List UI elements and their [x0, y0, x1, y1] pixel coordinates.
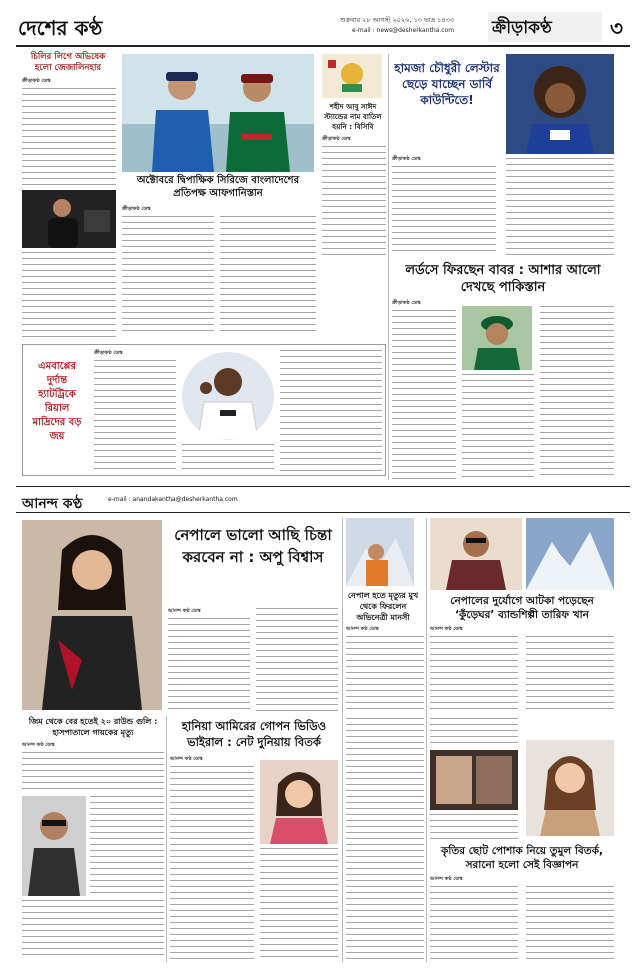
col-sep-2 — [342, 518, 343, 962]
everest-art — [526, 518, 614, 590]
cricket-captains-photo — [122, 54, 314, 172]
page-number: ৩ — [610, 16, 624, 40]
hamza-photo — [506, 54, 614, 154]
kriti-video-still — [430, 750, 518, 810]
col-sep-3 — [426, 518, 427, 962]
mbappe-body-right — [280, 350, 382, 472]
saif-body-text — [322, 146, 386, 258]
player-photo — [22, 190, 116, 248]
mbappe-body-mid — [182, 444, 274, 472]
babar-body-right — [540, 306, 614, 480]
hamza-body-left — [392, 166, 496, 256]
hamza-byline: ক্রীড়াকণ্ঠ ডেস্ক — [392, 156, 421, 162]
apu-biswas-art — [22, 520, 162, 710]
header-date: শুক্রবার ২৮ আগস্ট ২০২৬, ১৩ ভাদ্র ১৪৩৩ — [340, 16, 455, 24]
manasi-body-text — [346, 636, 424, 714]
player-photo-art — [22, 190, 116, 248]
apu-byline: আনন্দ কণ্ঠ ডেস্ক — [168, 608, 201, 614]
manasi-byline: আনন্দ কণ্ঠ ডেস্ক — [346, 626, 379, 632]
kriti-photo — [526, 740, 614, 836]
afghanistan-series-headline: অক্টোবরে দ্বিপাক্ষিক সিরিজে বাংলাদেশের প্রতিপক্ষ আফগানিস্তান — [136, 175, 300, 199]
manasi-art — [346, 518, 414, 586]
gym-body-right — [90, 796, 164, 896]
babar-photo-art — [462, 306, 532, 370]
tarif-body-left — [430, 636, 518, 714]
mbappe-photo — [182, 352, 274, 440]
babar-body-left — [392, 310, 456, 480]
tarif-khan-headline: নেপালের দুর্যোগে আটকা পড়েছেন ‘কুঁড়েঘর’ ব্যান্ডশিল্পী তারিফ খান — [450, 595, 594, 621]
hania-headline: হানিয়া আমিরের গোপন ভিডিও ভাইরাল : নেট দুনিয়ায় বিতর্ক — [181, 719, 327, 749]
singer-photo — [22, 796, 86, 896]
apu-body-right — [256, 608, 338, 714]
gym-shooting-headline: জিম থেকে বের হতেই ২০ রাউন্ড গুলি : হাসপাতালে গায়কের মৃত্যু — [28, 717, 158, 737]
col-sep-1 — [388, 54, 389, 480]
kriti-video-art — [430, 750, 518, 810]
babar-byline: ক্রীড়াকণ্ঠ ডেস্ক — [392, 300, 421, 306]
masthead-logo: দেশের কণ্ঠ — [18, 16, 103, 40]
saif-stand-headline: শহীদ আবু সাঈদ স্ট্যান্ডের নাম বাতিল হয়নি : বিসিবি — [324, 102, 382, 131]
cricket-captains-art — [122, 54, 314, 172]
entertainment-email: e-mail : anandakantha@desherkantha.com — [108, 496, 238, 503]
chile-headline: চিলির লিগে অভিষেক হলো জেজালিনহার — [30, 52, 106, 73]
hamza-headline: হামজা চৌধুরী লেস্টার ছেড়ে যাচ্ছেন ডার্বি কাউন্টিতে! — [394, 61, 500, 107]
saif-byline: ক্রীড়াকণ্ঠ ডেস্ক — [322, 136, 351, 142]
kriti-headline: কৃতির ছোট পোশাক নিয়ে তুমুল বিতর্ক, সরানো হলো সেই বিজ্ঞাপন — [441, 845, 603, 871]
tarif-khan-art — [430, 518, 522, 590]
hania-art — [260, 760, 338, 844]
tarif-body-right — [526, 636, 614, 714]
entertainment-section-logo: আনন্দ কণ্ঠ — [22, 496, 83, 512]
sports-section-logo-text: ক্রীড়াকণ্ঠ — [492, 18, 552, 38]
hania-body-right — [260, 848, 338, 960]
manasi-body-lower — [346, 718, 424, 960]
chile-body-text — [22, 88, 116, 186]
mbappe-byline: ক্রীড়াকণ্ঠ ডেস্ক — [94, 350, 123, 356]
player-body-text — [22, 252, 116, 338]
manasi-headline: নেপাল হতে মৃত্যুর মুখ থেকে ফিরলেন অভিনেত্রী মানসী — [347, 591, 419, 622]
babar-headline: লর্ডসে ফিরছেন বাবর : আশার আলো দেখছে পাকিস্তান — [405, 263, 601, 295]
mbappe-body-left — [94, 360, 176, 472]
apu-biswas-headline: নেপালে ভালো আছি চিন্তা করবেন না : অপু বিশ্বাস — [174, 526, 332, 566]
kriti-art — [526, 740, 614, 836]
kriti-byline: আনন্দ কণ্ঠ ডেস্ক — [430, 876, 463, 882]
afghanistan-body-right — [220, 216, 316, 336]
hania-byline: আনন্দ কণ্ঠ ডেস্ক — [170, 756, 203, 762]
hamza-photo-art — [506, 54, 614, 154]
hania-photo — [260, 760, 338, 844]
hania-body-left — [170, 766, 254, 960]
saif-stand-logo-art — [322, 54, 382, 98]
gym-byline: আনন্দ কণ্ঠ ডেস্ক — [22, 742, 55, 748]
saif-stand-logo — [322, 54, 382, 98]
tarif-byline: আনন্দ কণ্ঠ ডেস্ক — [430, 626, 463, 632]
kriti-body-right — [526, 886, 614, 960]
everest-photo — [526, 518, 614, 590]
afghanistan-body-left — [122, 216, 214, 336]
gym-body-bottom — [22, 900, 164, 960]
header-email: e-mail : news@desherkantha.com — [352, 27, 455, 34]
kriti-body-mid — [430, 814, 518, 840]
chile-byline: ক্রীড়াকণ্ঠ ডেস্ক — [22, 78, 51, 84]
gym-body-top — [22, 752, 164, 792]
manasi-photo — [346, 518, 414, 586]
section-divider — [16, 486, 630, 487]
tarif-khan-photo — [430, 518, 522, 590]
hamza-body-right — [506, 158, 614, 256]
header-rule — [16, 45, 630, 47]
babar-photo — [462, 306, 532, 370]
kriti-body-left — [430, 886, 518, 960]
apu-body-left — [168, 618, 250, 714]
singer-art — [22, 796, 86, 896]
col-sep-4 — [166, 716, 167, 962]
babar-body-mid — [462, 374, 534, 480]
sports-section-logo — [488, 12, 602, 42]
mbappe-headline: এমবাপ্পের দুর্দান্ত হ্যাটট্রিকে রিয়াল মাদ্রিদের বড় জয় — [32, 361, 82, 442]
apu-biswas-photo — [22, 520, 162, 710]
entertainment-rule — [16, 512, 630, 513]
afghanistan-byline: ক্রীড়াকণ্ঠ ডেস্ক — [122, 206, 151, 212]
mbappe-photo-art — [182, 352, 274, 440]
tarif-body-lower — [430, 718, 518, 748]
